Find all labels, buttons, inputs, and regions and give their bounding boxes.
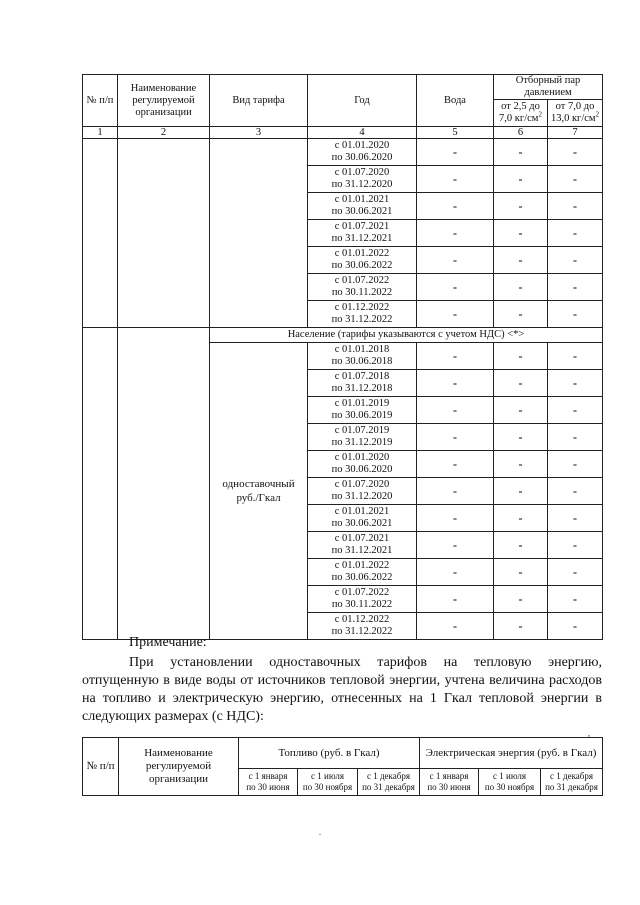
period-start: с 01.12.2022 bbox=[334, 614, 390, 625]
value-cell: - bbox=[494, 424, 548, 451]
period-end: по 30.06.2020 bbox=[331, 152, 393, 163]
value-cell: - bbox=[417, 166, 494, 193]
value-cell: - bbox=[417, 532, 494, 559]
value-cell: - bbox=[548, 424, 603, 451]
value-cell: - bbox=[417, 451, 494, 478]
period-start: с 01.01.2019 bbox=[334, 398, 390, 409]
period-start: с 01.07.2020 bbox=[334, 479, 390, 490]
header-org: Наименование регулируемой организации bbox=[118, 75, 210, 127]
period-start: с 01.07.2022 bbox=[334, 275, 390, 286]
period-cell bbox=[308, 193, 417, 220]
value-cell: - bbox=[548, 301, 603, 328]
value-cell: - bbox=[548, 247, 603, 274]
value-cell: - bbox=[548, 139, 603, 166]
value-cell: - bbox=[417, 139, 494, 166]
value-cell: - bbox=[494, 139, 548, 166]
period-cell bbox=[308, 532, 417, 559]
period-end: по 31 декабря bbox=[545, 782, 598, 792]
period-end: по 31.12.2019 bbox=[331, 437, 393, 448]
value-cell: - bbox=[494, 586, 548, 613]
value-cell: - bbox=[417, 370, 494, 397]
period-end: по 31.12.2022 bbox=[331, 314, 393, 325]
period-cell bbox=[308, 247, 417, 274]
empty-cell bbox=[118, 139, 210, 328]
period-header bbox=[420, 769, 479, 796]
period-header bbox=[298, 769, 358, 796]
period-start: с 1 декабря bbox=[550, 771, 594, 781]
empty-cell bbox=[83, 139, 118, 328]
period-cell bbox=[308, 505, 417, 532]
period-header bbox=[358, 769, 420, 796]
period-start: с 01.07.2020 bbox=[334, 167, 390, 178]
period-start: с 01.01.2020 bbox=[334, 140, 390, 151]
period-cell bbox=[308, 139, 417, 166]
stray-mark: . bbox=[319, 828, 321, 837]
period-end: по 31.12.2020 bbox=[331, 179, 393, 190]
period-start: с 01.07.2018 bbox=[334, 371, 390, 382]
col-number: 7 bbox=[548, 127, 603, 139]
col-number: 4 bbox=[308, 127, 417, 139]
value-cell: - bbox=[494, 274, 548, 301]
period-start: с 1 декабря bbox=[366, 771, 411, 781]
header-water: Вода bbox=[417, 75, 494, 127]
value-cell: - bbox=[548, 343, 603, 370]
period-header bbox=[239, 769, 298, 796]
category-label: Население (тарифы указываются с учетом НДС) <*> bbox=[210, 328, 603, 343]
value-cell: - bbox=[548, 193, 603, 220]
value-cell: - bbox=[417, 397, 494, 424]
value-cell: - bbox=[548, 586, 603, 613]
period-end: по 30.11.2022 bbox=[331, 287, 393, 298]
period-end: по 31.12.2018 bbox=[331, 383, 393, 394]
value-cell: - bbox=[548, 166, 603, 193]
value-cell: - bbox=[494, 559, 548, 586]
costs-header-fuel: Топливо (руб. в Гкал) bbox=[239, 738, 420, 769]
costs-header-electric: Электрическая энергия (руб. в Гкал) bbox=[420, 738, 603, 769]
value-cell: - bbox=[548, 274, 603, 301]
value-cell: - bbox=[417, 586, 494, 613]
header-year: Год bbox=[308, 75, 417, 127]
period-end: по 31.12.2022 bbox=[331, 626, 393, 637]
period-end: по 30 ноября bbox=[302, 782, 353, 792]
value-cell: - bbox=[548, 478, 603, 505]
value-cell: - bbox=[417, 193, 494, 220]
tariff-table bbox=[82, 74, 603, 640]
value-cell: - bbox=[417, 220, 494, 247]
period-cell bbox=[308, 220, 417, 247]
header-steam-low: от 2,5 до 7,0 $кг/см^2$ bbox=[494, 100, 548, 127]
value-cell: - bbox=[417, 301, 494, 328]
period-start: с 01.01.2020 bbox=[334, 452, 390, 463]
period-cell bbox=[308, 559, 417, 586]
period-start: с 01.07.2021 bbox=[334, 533, 390, 544]
value-cell: - bbox=[548, 370, 603, 397]
value-cell: - bbox=[494, 613, 548, 640]
note-title: Примечание: bbox=[129, 635, 207, 650]
note-section bbox=[82, 634, 602, 726]
period-start: с 01.01.2018 bbox=[334, 344, 390, 355]
costs-table bbox=[82, 737, 603, 796]
period-end: по 31 декабря bbox=[362, 782, 415, 792]
col-number: 5 bbox=[417, 127, 494, 139]
period-header bbox=[541, 769, 603, 796]
period-cell bbox=[308, 301, 417, 328]
period-cell bbox=[308, 397, 417, 424]
value-cell: - bbox=[417, 247, 494, 274]
tariff-kind: одноставочный руб./Гкал bbox=[210, 343, 308, 640]
period-end: по 30.06.2018 bbox=[331, 356, 393, 367]
period-cell bbox=[308, 478, 417, 505]
period-header bbox=[479, 769, 541, 796]
col-number: 1 bbox=[83, 127, 118, 139]
value-cell: - bbox=[494, 220, 548, 247]
period-start: с 1 января bbox=[248, 771, 288, 781]
period-cell bbox=[308, 370, 417, 397]
value-cell: - bbox=[548, 532, 603, 559]
col-number: 3 bbox=[210, 127, 308, 139]
note-text: При установлении одноставочных тарифов на тепловую энергию, отпущенную в виде воды от источников тепловой энергии, учтена величина расходов на топливо и электрическую энергию, отнесенных на 1 Гкал тепловой энергии в следующих размерах (с НДС): bbox=[82, 655, 602, 724]
period-start: с 1 июля bbox=[493, 771, 526, 781]
period-end: по 30.06.2021 bbox=[331, 206, 393, 217]
value-cell: - bbox=[494, 397, 548, 424]
period-start: с 01.12.2022 bbox=[334, 302, 390, 313]
value-cell: - bbox=[548, 220, 603, 247]
period-end: по 30 июня bbox=[427, 782, 471, 792]
period-start: с 1 июля bbox=[311, 771, 344, 781]
period-start: с 01.01.2022 bbox=[334, 560, 390, 571]
value-cell: - bbox=[548, 505, 603, 532]
costs-header-org: Наименование регулируемой организации bbox=[119, 738, 239, 796]
value-cell: - bbox=[494, 451, 548, 478]
header-steam-high: от 7,0 до 13,0 $кг/см^2$ bbox=[548, 100, 603, 127]
period-end: по 31.12.2021 bbox=[331, 545, 393, 556]
value-cell: - bbox=[417, 613, 494, 640]
period-start: с 1 января bbox=[429, 771, 469, 781]
header-num: № п/п bbox=[83, 75, 118, 127]
period-end: по 30.06.2020 bbox=[331, 464, 393, 475]
value-cell: - bbox=[494, 301, 548, 328]
col-number: 6 bbox=[494, 127, 548, 139]
period-start: с 01.01.2021 bbox=[334, 194, 390, 205]
value-cell: - bbox=[494, 343, 548, 370]
period-end: по 31.12.2021 bbox=[331, 233, 393, 244]
header-steam: Отборный пар давлением bbox=[494, 75, 603, 100]
period-end: по 31.12.2020 bbox=[331, 491, 393, 502]
value-cell: - bbox=[494, 478, 548, 505]
period-end: по 30.06.2022 bbox=[331, 572, 393, 583]
period-end: по 30.06.2021 bbox=[331, 518, 393, 529]
stray-mark: , bbox=[588, 729, 590, 738]
col-number: 2 bbox=[118, 127, 210, 139]
value-cell: - bbox=[417, 505, 494, 532]
empty-cell bbox=[83, 328, 118, 640]
period-cell bbox=[308, 424, 417, 451]
empty-cell bbox=[118, 328, 210, 640]
value-cell: - bbox=[548, 451, 603, 478]
category-row bbox=[83, 328, 603, 343]
value-cell: - bbox=[548, 397, 603, 424]
value-cell: - bbox=[417, 424, 494, 451]
period-cell bbox=[308, 166, 417, 193]
value-cell: - bbox=[417, 274, 494, 301]
value-cell: - bbox=[494, 193, 548, 220]
period-start: с 01.07.2022 bbox=[334, 587, 390, 598]
value-cell: - bbox=[494, 370, 548, 397]
empty-cell bbox=[210, 139, 308, 328]
value-cell: - bbox=[494, 166, 548, 193]
period-start: с 01.01.2022 bbox=[334, 248, 390, 259]
header-tariff-type: Вид тарифа bbox=[210, 75, 308, 127]
period-end: по 30 июня bbox=[246, 782, 290, 792]
value-cell: - bbox=[548, 559, 603, 586]
table-row bbox=[83, 139, 603, 166]
period-end: по 30 ноября bbox=[484, 782, 535, 792]
value-cell: - bbox=[417, 559, 494, 586]
value-cell: - bbox=[548, 613, 603, 640]
period-start: с 01.01.2021 bbox=[334, 506, 390, 517]
period-start: с 01.07.2019 bbox=[334, 425, 390, 436]
value-cell: - bbox=[494, 505, 548, 532]
period-cell bbox=[308, 451, 417, 478]
value-cell: - bbox=[494, 247, 548, 274]
period-start: с 01.07.2021 bbox=[334, 221, 390, 232]
period-end: по 30.06.2019 bbox=[331, 410, 393, 421]
value-cell: - bbox=[417, 343, 494, 370]
period-cell bbox=[308, 586, 417, 613]
period-cell bbox=[308, 274, 417, 301]
period-end: по 30.11.2022 bbox=[331, 599, 393, 610]
period-end: по 30.06.2022 bbox=[331, 260, 393, 271]
column-numbers-row bbox=[83, 127, 603, 139]
value-cell: - bbox=[417, 478, 494, 505]
value-cell: - bbox=[494, 532, 548, 559]
costs-header-num: № п/п bbox=[83, 738, 119, 796]
period-cell bbox=[308, 343, 417, 370]
